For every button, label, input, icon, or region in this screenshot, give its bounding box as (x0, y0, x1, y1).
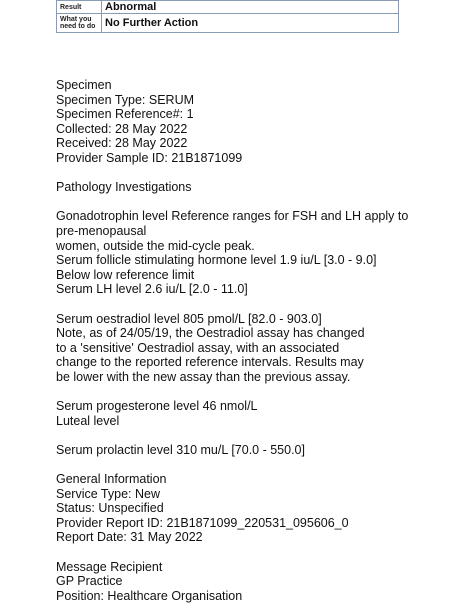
spacer (56, 195, 416, 210)
general-info-heading: General Information (56, 472, 167, 487)
specimen-reference: Specimen Reference#: 1 (56, 107, 194, 122)
spacer (56, 384, 416, 399)
collected-date: Collected: 28 May 2022 (56, 121, 188, 136)
message-recipient-heading: Message Recipient (56, 559, 163, 574)
report-body (56, 78, 416, 603)
result-value: Abnormal (102, 1, 399, 14)
action-label: What you need to do (57, 14, 102, 33)
recipient-position: Position: Healthcare Organisation (56, 588, 243, 603)
result-row (57, 1, 399, 14)
report-date: Report Date: 31 May 2022 (56, 530, 203, 545)
gonadotrophin-line-3: women, outside the mid-cycle peak. (56, 238, 255, 253)
lh-result: Serum LH level 2.6 iu/L [2.0 - 11.0] (56, 282, 248, 297)
action-row (57, 14, 399, 33)
service-type: Service Type: New (56, 486, 160, 501)
oestradiol-note-4: be lower with the new assay than the previous assay. (56, 369, 351, 384)
fsh-result: Serum follicle stimulating hormone level 1.9 iu/L [3.0 - 9.0] (56, 253, 377, 268)
action-value: No Further Action (102, 14, 399, 33)
progesterone-result: Serum progesterone level 46 nmol/L (56, 399, 258, 414)
specimen-type: Specimen Type: SERUM (56, 92, 195, 107)
gp-practice: GP Practice (56, 574, 123, 589)
spacer (56, 297, 416, 312)
spacer (56, 166, 416, 181)
pathology-heading: Pathology Investigations (56, 180, 192, 195)
spacer (56, 428, 416, 443)
oestradiol-note-1: Note, as of 24/05/19, the Oestradiol assay has changed (56, 326, 365, 341)
fsh-note: Below low reference limit (56, 267, 195, 282)
specimen-heading: Specimen (56, 78, 112, 92)
progesterone-phase: Luteal level (56, 413, 120, 428)
result-label: Result (57, 1, 102, 14)
gonadotrophin-line-1: Gonadotrophin level Reference ranges for FSH and LH apply to (56, 209, 409, 224)
prolactin-result: Serum prolactin level 310 mu/L [70.0 - 550.0] (56, 442, 305, 457)
provider-sample-id: Provider Sample ID: 21B1871099 (56, 150, 243, 165)
provider-report-id: Provider Report ID: 21B1871099_220531_095606_0 (56, 515, 349, 530)
oestradiol-result: Serum oestradiol level 805 pmol/L [82.0 - 903.0] (56, 311, 322, 326)
oestradiol-note-3: change to the reported reference intervals. Results may (56, 355, 364, 370)
spacer (56, 545, 416, 560)
status: Status: Unspecified (56, 501, 164, 516)
received-date: Received: 28 May 2022 (56, 136, 188, 151)
gonadotrophin-line-2: pre-menopausal (56, 223, 147, 238)
result-summary-table (56, 0, 399, 33)
oestradiol-note-2: to a 'sensitive' Oestradiol assay, with an associated (56, 340, 340, 355)
spacer (56, 457, 416, 472)
